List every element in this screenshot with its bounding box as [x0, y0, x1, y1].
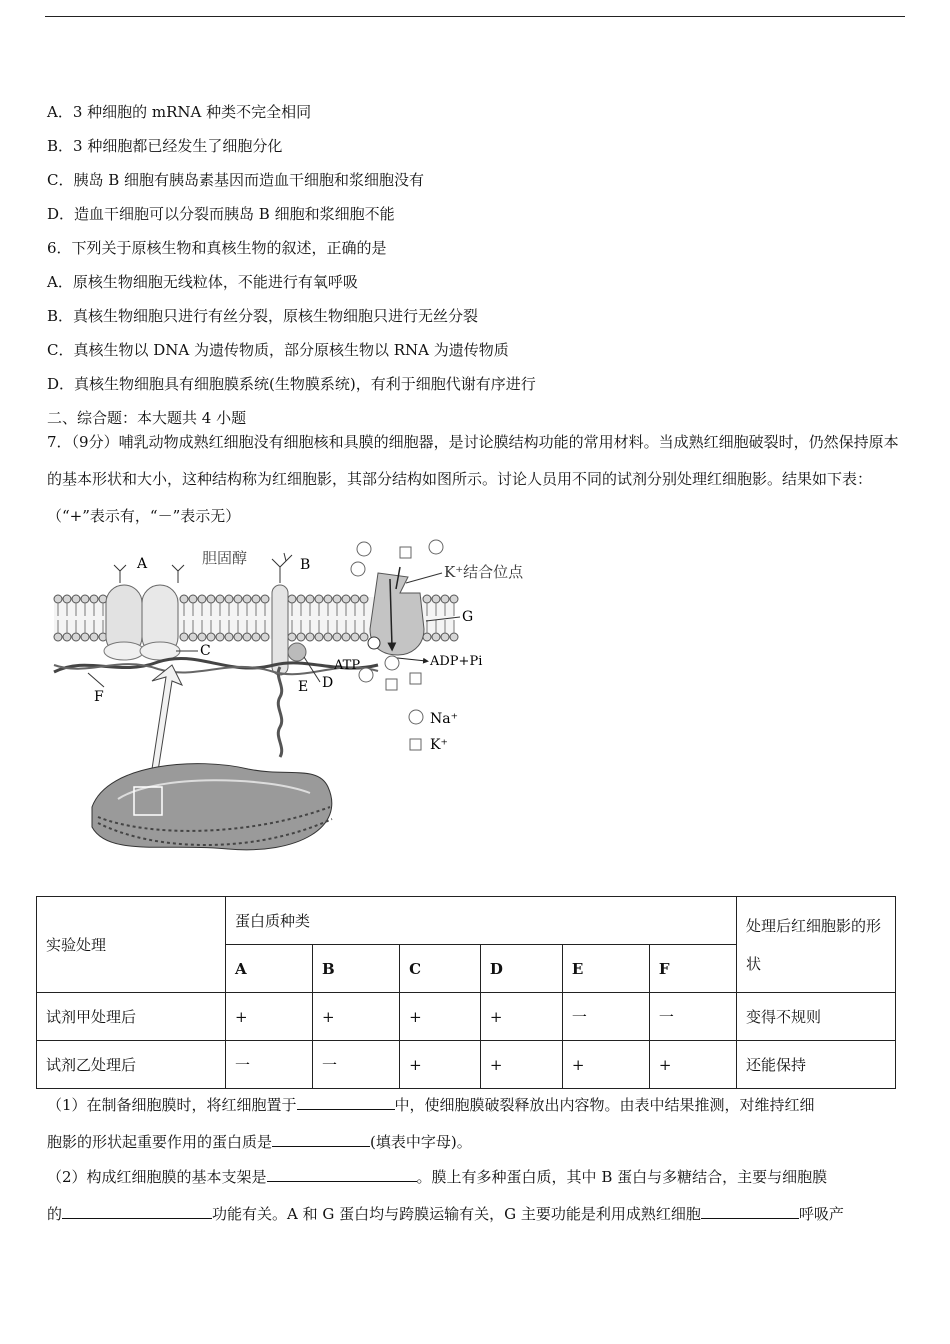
answer-blank[interactable] — [267, 1165, 417, 1182]
lipid-head — [342, 633, 350, 641]
row-label: 试剂甲处理后 — [37, 993, 226, 1041]
answer-blank[interactable] — [297, 1093, 395, 1110]
table-row — [37, 993, 896, 1041]
q7-2-text-e: 呼吸产 — [798, 1205, 844, 1223]
lipid-head — [225, 595, 233, 603]
lipid-head — [261, 595, 269, 603]
k-legend-icon — [410, 739, 421, 750]
q6-option-b: B．真核生物细胞只进行有丝分裂，原核生物细胞只进行无丝分裂 — [47, 307, 479, 325]
cell: + — [562, 1041, 649, 1089]
lipid-head — [189, 595, 197, 603]
header-treatment: 实验处理 — [37, 897, 226, 993]
label-a: A — [137, 556, 148, 572]
lipid-head — [333, 633, 341, 641]
lipid-head — [324, 595, 332, 603]
lipid-head — [288, 633, 296, 641]
lipid-head — [63, 633, 71, 641]
cell: 一 — [649, 993, 736, 1041]
lipid-head — [441, 595, 449, 603]
label-k-binding-site: K⁺结合位点 — [444, 563, 524, 581]
row-shape: 变得不规则 — [737, 993, 896, 1041]
results-table — [36, 896, 896, 1089]
lipid-head — [423, 595, 431, 603]
lipid-head — [432, 633, 440, 641]
answer-blank[interactable] — [701, 1202, 799, 1219]
q7-1-line1 — [47, 1093, 815, 1115]
q7-1-line2 — [47, 1130, 472, 1152]
q5-option-c: C．胰岛 B 细胞有胰岛素基因而造血干细胞和浆细胞没有 — [47, 171, 425, 189]
legend-k: K⁺ — [430, 737, 448, 753]
cell: 一 — [562, 993, 649, 1041]
header-rule — [45, 16, 905, 17]
cell: 一 — [226, 1041, 313, 1089]
red-cell-ghost — [92, 764, 332, 850]
lipid-head — [180, 595, 188, 603]
header-shape: 处理后红细胞影的形状 — [737, 897, 896, 993]
lipid-head — [234, 595, 242, 603]
lipid-head — [243, 633, 251, 641]
label-g: G — [462, 609, 474, 625]
lipid-head — [207, 595, 215, 603]
lipid-head — [315, 633, 323, 641]
lipid-head — [450, 633, 458, 641]
lipid-head — [333, 595, 341, 603]
lipid-head — [261, 633, 269, 641]
q7-2-line2 — [47, 1202, 844, 1224]
lipid-head — [297, 633, 305, 641]
answer-blank[interactable] — [272, 1130, 370, 1147]
q6-option-c: C．真核生物以 DNA 为遗传物质，部分原核生物以 RNA 为遗传物质 — [47, 341, 509, 359]
lipid-head — [63, 595, 71, 603]
lipid-head — [360, 595, 368, 603]
lipid-head — [243, 595, 251, 603]
lipid-head — [432, 595, 440, 603]
lipid-head — [351, 595, 359, 603]
protein-a — [104, 565, 184, 660]
lipid-head — [81, 595, 89, 603]
lipid-head — [252, 595, 260, 603]
q6-option-d: D．真核生物细胞具有细胞膜系统(生物膜系统)，有利于细胞代谢有序进行 — [47, 375, 536, 393]
lipid-head — [306, 633, 314, 641]
label-b: B — [300, 557, 311, 573]
lipid-head — [351, 633, 359, 641]
label-atp: ATP — [334, 658, 361, 673]
q7-1-text-d: (填表中字母)。 — [370, 1133, 472, 1151]
lipid-head — [216, 595, 224, 603]
na-legend-icon — [409, 710, 423, 724]
q7-2-text-d: 功能有关。A 和 G 蛋白均与跨膜运输有关，G 主要功能是利用成熟红细胞 — [212, 1205, 701, 1223]
lipid-head — [297, 595, 305, 603]
label-e: E — [298, 679, 309, 695]
label-adp-pi: ADP+Pi — [430, 654, 483, 669]
protein-d-header: D — [480, 945, 562, 993]
header-protein-types: 蛋白质种类 — [226, 897, 737, 945]
q7-intro: 7．（9分）哺乳动物成熟红细胞没有细胞核和具膜的细胞器，是讨论膜结构功能的常用材料。当成熟红细胞破裂时，仍然保持原本的基本形状和大小，这种结构称为红细胞影，其部分结构如图所示。讨论人员用不同的试剂分别处理红细胞影。结果如下表：（“+”表示有，“－”表示无） — [47, 433, 899, 525]
label-c: C — [200, 643, 211, 659]
zoom-arrow — [152, 665, 182, 771]
label-f: F — [94, 689, 104, 705]
lipid-head — [360, 633, 368, 641]
q7-2-line1 — [47, 1165, 827, 1187]
q7-1-text-b: 中，使细胞膜破裂释放出内容物。由表中结果推测，对维持红细 — [394, 1096, 815, 1114]
row-label: 试剂乙处理后 — [37, 1041, 226, 1089]
table-row — [37, 1041, 896, 1089]
protein-c-header: C — [400, 945, 481, 993]
protein-b — [272, 553, 309, 757]
cell: + — [226, 993, 313, 1041]
lipid-head — [306, 595, 314, 603]
cell: + — [649, 1041, 736, 1089]
lipid-head — [180, 633, 188, 641]
lipid-head — [315, 595, 323, 603]
lipid-head — [288, 595, 296, 603]
protein-f-header: F — [649, 945, 736, 993]
cell: + — [313, 993, 400, 1041]
q7-2-text-b: 。膜上有多种蛋白质，其中 B 蛋白与多糖结合，主要与细胞膜 — [416, 1168, 828, 1186]
answer-blank[interactable] — [62, 1202, 212, 1219]
lipid-head — [207, 633, 215, 641]
lipid-head — [81, 633, 89, 641]
lipid-head — [225, 633, 233, 641]
cell: + — [480, 993, 562, 1041]
q6-stem: 6．下列关于原核生物和真核生物的叙述，正确的是 — [47, 239, 387, 257]
lipid-head — [252, 633, 260, 641]
q7-1-text-c: 胞影的形状起重要作用的蛋白质是 — [47, 1133, 273, 1151]
lipid-head — [90, 633, 98, 641]
lipid-head — [54, 595, 62, 603]
lipid-head — [324, 633, 332, 641]
q5-option-a: A．3 种细胞的 mRNA 种类不完全相同 — [47, 103, 312, 121]
legend-na: Na⁺ — [430, 711, 458, 727]
q5-option-d: D．造血干细胞可以分裂而胰岛 B 细胞和浆细胞不能 — [47, 205, 395, 223]
cell: + — [400, 993, 481, 1041]
protein-e-header: E — [562, 945, 649, 993]
lipid-head — [342, 595, 350, 603]
cell: + — [480, 1041, 562, 1089]
lipid-head — [198, 633, 206, 641]
lipid-head — [216, 633, 224, 641]
section-title: 二、综合题：本大题共 4 小题 — [47, 409, 247, 427]
q7-2-text-a: （2）构成红细胞膜的基本支架是 — [47, 1168, 267, 1186]
lipid-head — [198, 595, 206, 603]
label-cholesterol: 胆固醇 — [202, 549, 248, 567]
lipid-head — [54, 633, 62, 641]
lipid-head — [72, 633, 80, 641]
cell: + — [400, 1041, 481, 1089]
q5-option-b: B．3 种细胞都已经发生了细胞分化 — [47, 137, 283, 155]
row-shape: 还能保持 — [737, 1041, 896, 1089]
membrane-diagram — [48, 537, 548, 877]
q7-2-text-c: 的 — [47, 1205, 63, 1223]
lipid-head — [90, 595, 98, 603]
lipid-head — [423, 633, 431, 641]
q6-option-a: A．原核生物细胞无线粒体，不能进行有氧呼吸 — [47, 273, 358, 291]
lipid-head — [441, 633, 449, 641]
lipid-head — [450, 595, 458, 603]
q7-1-text-a: （1）在制备细胞膜时，将红细胞置于 — [47, 1096, 297, 1114]
lipid-head — [72, 595, 80, 603]
lipid-head — [189, 633, 197, 641]
cell: 一 — [313, 1041, 400, 1089]
protein-a-header: A — [226, 945, 313, 993]
protein-b-header: B — [313, 945, 400, 993]
label-d: D — [322, 675, 334, 691]
lipid-head — [234, 633, 242, 641]
